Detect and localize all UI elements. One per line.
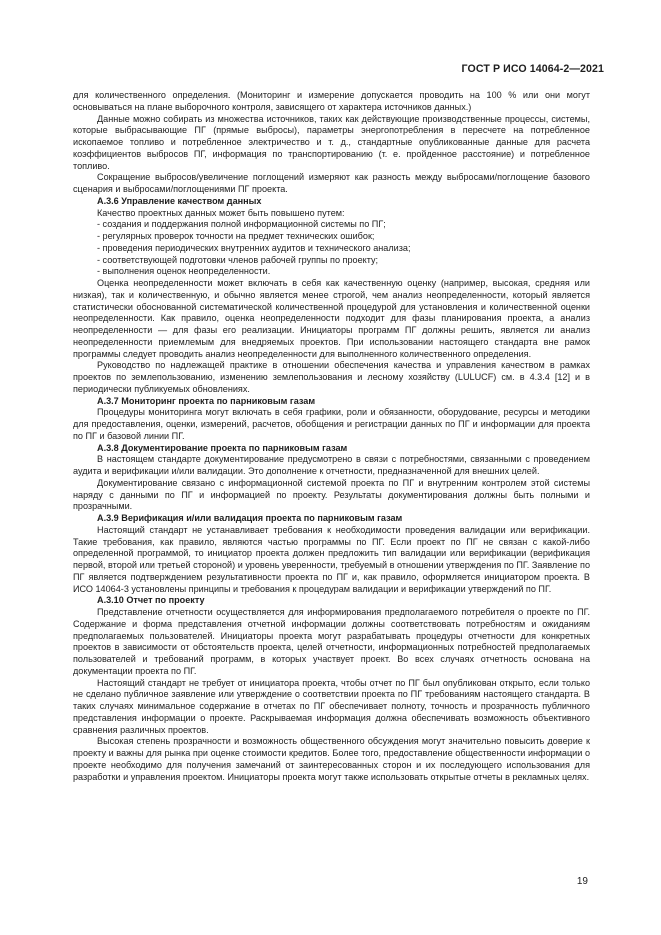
list-item: - регулярных проверок точности на предмет технических ошибок; xyxy=(97,231,375,241)
section-heading: А.3.6 Управление качеством данных xyxy=(97,195,262,206)
page-number: 19 xyxy=(576,876,588,887)
paragraph: Настоящий стандарт не требует от инициатора проекта, чтобы отчет по ПГ был опубликован открыто, если только не сделано публичное заявление или утверждение о соответствии проекта по ПГ требованиям настоящего стандарта. В таких случаях минимальное содержание в отчетах по ПГ обеспечивает полноту, точность и прозрачность публичного представления информации о проекте. Раскрываемая информация должна обеспечивать возможность объективного сравнения различных проектов. xyxy=(73,677,590,735)
list-item: - проведения периодических внутренних аудитов и технического анализа; xyxy=(97,242,411,253)
document-header: ГОСТ Р ИСО 14064-2—2021 xyxy=(461,63,604,75)
paragraph: Сокращение выбросов/увеличение поглощений измеряют как разность между выбросами/поглощение базового сценария и выбросами/поглощениями ПГ проекта. xyxy=(73,172,590,194)
paragraph: Настоящий стандарт не устанавливает требования к необходимости проведения валидации или верификации. Такие требования, как правило, являются частью программы по ПГ. Если проект по ПГ не связан с какой-либо определенной программой, то инициатор проекта должен предложить тип валидации или верификации (верификация первой, второй или третьей стороной) и уровень уверенности, требуемый в отношении утверждения по ПГ. Заявление по ПГ является подтверждением результативности проекта по ПГ и, как правило, оформляется инициатором проекта. В ИСО 14064-3 установлены принципы и требования к процедурам валидации и верификации утверждений по ПГ. xyxy=(73,524,590,594)
paragraph: Высокая степень прозрачности и возможность общественного обсуждения могут значительно повысить доверие к проекту и важны для рынка при оценке стоимости кредитов. Более того, предоставление общественности информации о проекте необходимо для получения замечаний от заинтересованных сторон и их последующего использования для разработки и управления проектом. Инициаторы проекта могут также использовать открытые отчеты в рекламных целях. xyxy=(73,736,590,782)
document-body xyxy=(73,90,590,783)
list-item: - создания и поддержания полной информационной системы по ПГ; xyxy=(97,219,386,230)
section-heading: А.3.9 Верификация и/или валидация проекта по парниковым газам xyxy=(97,513,403,523)
section-heading: А.3.8 Документирование проекта по парниковым газам xyxy=(97,442,348,453)
section-heading: А.3.7 Мониторинг проекта по парниковым газам xyxy=(97,395,316,406)
list-item: - соответствующей подготовки членов рабочей группы по проекту; xyxy=(97,254,379,265)
paragraph: Данные можно собирать из множества источников, таких как действующие производственные процессы, системы, которые выбрасывающие ПГ (прямые выбросы), параметры энергопотребления в пересчете на потребленное ископаемое топливо и потребленное электричество и т. д., стандартные опубликованные данные для расчета коэффициентов выбросов ПГ, информация по транспортированию (т. е. пройденное расстояние) и потребленное топливо. xyxy=(73,113,590,171)
list-item: - выполнения оценок неопределенности. xyxy=(97,266,271,277)
paragraph: для количественного определения. (Мониторинг и измерение допускается проводить на 100 % или они могут основываться на плане выборочного контроля, зависящего от характера источников данных.) xyxy=(73,90,590,112)
paragraph: Руководство по надлежащей практике в отношении обеспечения качества и управления качеством в рамках проектов по землепользованию, изменению землепользования и лесному хозяйству (LULUCF) см. в 4.3.4 [12] и в периодически публикуемых обновлениях. xyxy=(73,360,590,394)
paragraph: Документирование связано с информационной системой проекта по ПГ и внутренним контролем этой системы наряду с данными по ПГ и информацией по проекту. Результаты документирования должны быть полными и прозрачными. xyxy=(73,477,590,512)
paragraph: В настоящем стандарте документирование предусмотрено в связи с потребностями, связанными с проведением аудита и верификации и/или валидации. Это дополнение к отчетности, предназначенной для внешних целей. xyxy=(73,454,590,476)
section-heading: А.3.10 Отчет по проекту xyxy=(97,595,205,606)
paragraph: Качество проектных данных может быть повышено путем: xyxy=(97,207,345,218)
paragraph: Процедуры мониторинга могут включать в себя графики, роли и обязанности, оборудование, ресурсы и методики для предоставления, оценки, измерений, расчетов, обобщения и регистрации данных по ПГ и информации для проекта по ПГ и базовой линии ПГ. xyxy=(73,407,590,441)
paragraph: Оценка неопределенности может включать в себя как качественную оценку (например, высокая, средняя или низкая), так и количественную, и обычно является менее строгой, чем анализ неопределенности, который является статистически обоснованной систематической количественной процедурой для установления и количественной оценки неопределенности. Как правило, оценка неопределенности подходит для фазы планирования проекта, а анализ неопределенности — для фазы его реализации. Инициаторы программ ПГ должны решить, является ли анализ неопределенности приемлемым для внедряемых проектов. При использовании настоящего стандарта вне рамок программы следует проводить анализ неопределенности для выполненного количественного определения. xyxy=(73,278,590,359)
paragraph: Представление отчетности осуществляется для информирования предполагаемого потребителя о проекте по ПГ. Содержание и форма представления отчетной информации должны соответствовать потребностям и ожиданиям предполагаемых пользователей. Инициаторы проекта могут разрабатывать процедуры отчетности для конкретных проектов в зависимости от обстоятельств проекта, целей отчетности, информационных потребностей предполагаемых пользователей и требований программ, в которых участвует проект. Во всех случаях отчетность основана на документации проекта по ПГ. xyxy=(73,607,590,676)
